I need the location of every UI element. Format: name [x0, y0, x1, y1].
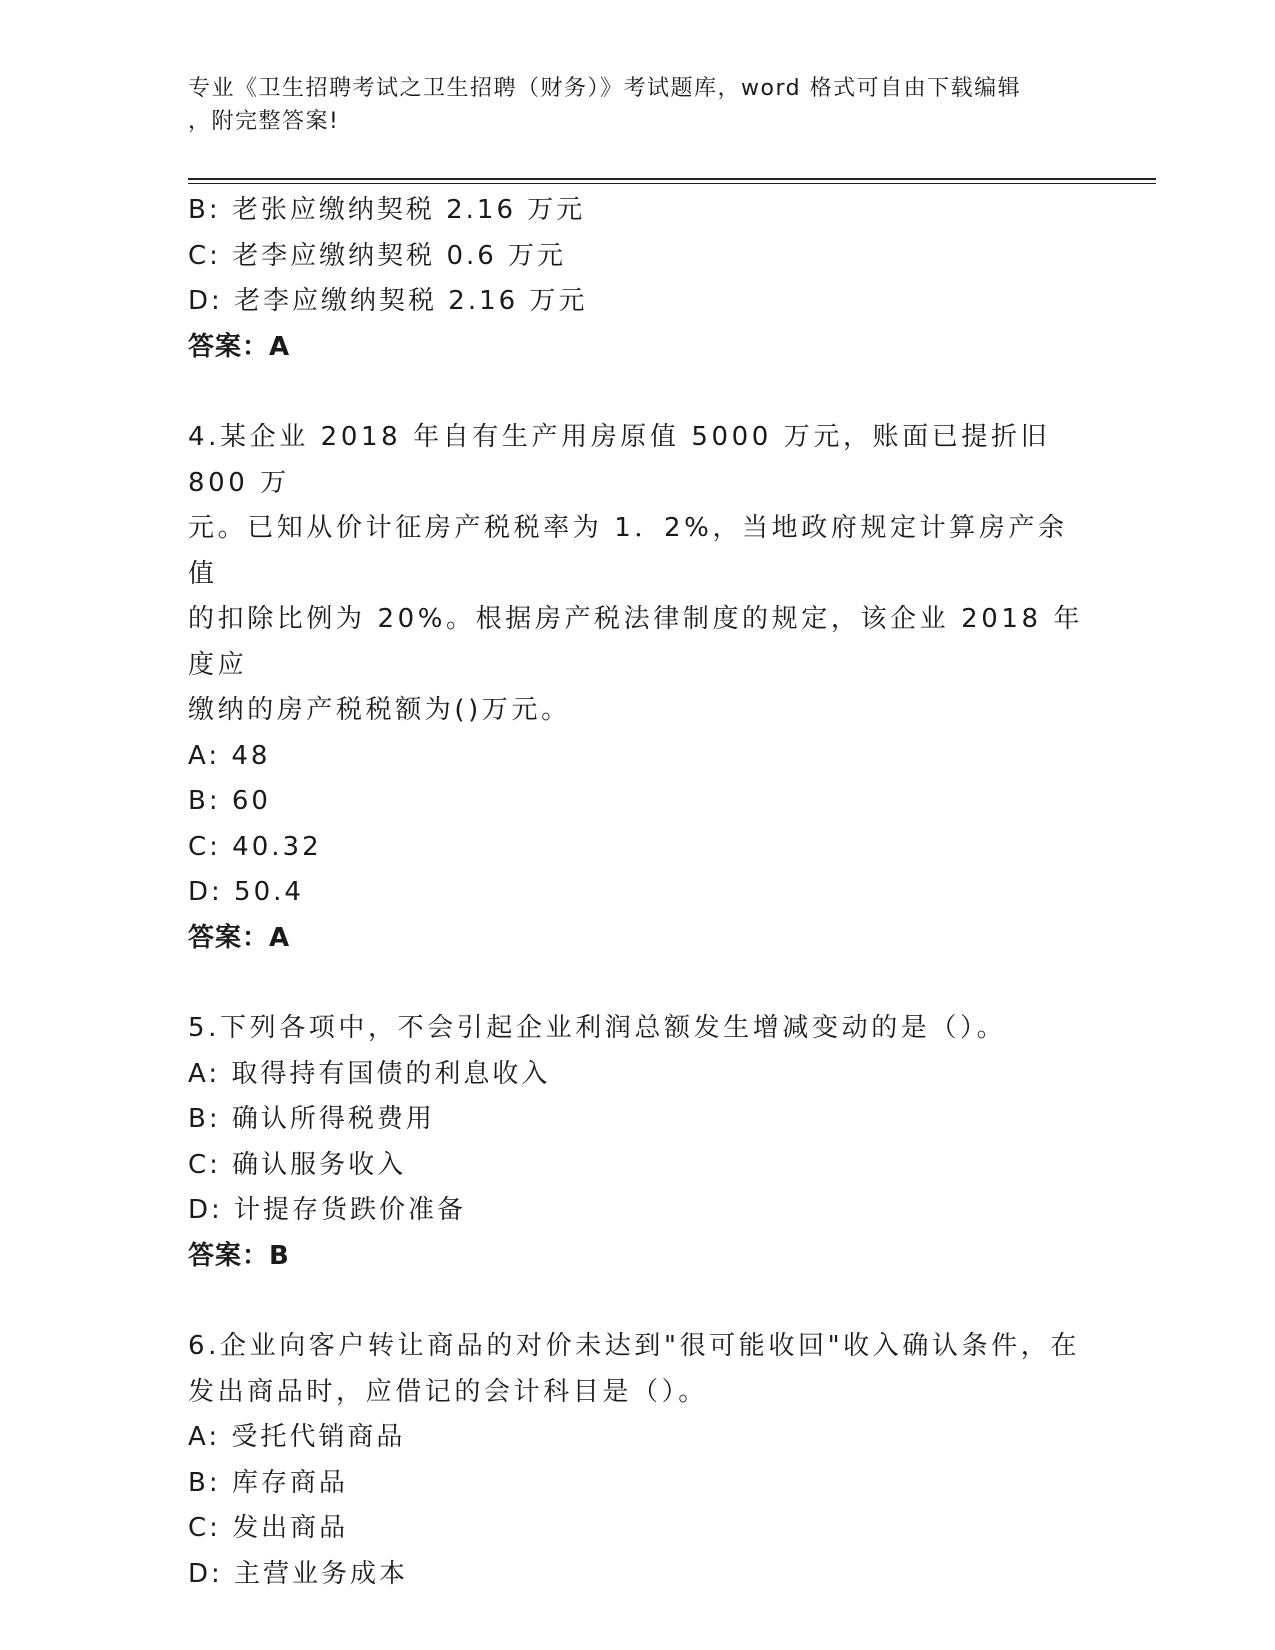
- header-line-1: 专业《卫生招聘考试之卫生招聘（财务）》考试题库，word 格式可自由下载编辑: [188, 76, 1022, 101]
- question-list: [188, 188, 1088, 1597]
- option-c: C: 发出商品: [188, 1513, 349, 1543]
- question-stem-line: 5.下列各项中，不会引起企业利润总额发生增减变动的是（）。: [188, 1013, 1007, 1043]
- option-a: A: 受托代销商品: [188, 1422, 406, 1452]
- option-d: D: 老李应缴纳契税 2.16 万元: [188, 286, 588, 316]
- option-d: D: 50.4: [188, 877, 304, 907]
- answer: 答案：A: [188, 922, 291, 953]
- option-c: C: 40.32: [188, 831, 322, 862]
- question-stem-line: 元。已知从价计征房产税税率为 1．2%，当地政府规定计算房产余值: [188, 513, 1068, 589]
- option-b: B: 确认所得税费用: [188, 1104, 435, 1134]
- option-a: A: 48: [188, 740, 271, 771]
- question-6: [188, 1324, 1088, 1597]
- header-divider-thick: [188, 178, 1156, 180]
- question-stem-line: 发出商品时，应借记的会计科目是（）。: [188, 1376, 708, 1407]
- document-header: [188, 72, 1068, 138]
- question-stem-line: 的扣除比例为 20%。根据房产税法律制度的规定，该企业 2018 年度应: [188, 604, 1084, 680]
- question-5: [188, 1006, 1088, 1279]
- header-divider-thin: [188, 183, 1156, 184]
- option-c: C: 老李应缴纳契税 0.6 万元: [188, 240, 567, 271]
- answer: 答案：A: [188, 331, 291, 362]
- option-c: C: 确认服务收入: [188, 1149, 407, 1180]
- question-4: [188, 415, 1088, 961]
- option-d: D: 主营业务成本: [188, 1558, 409, 1589]
- question-stem-line: 缴纳的房产税税额为()万元。: [188, 695, 571, 725]
- option-b: B: 库存商品: [188, 1467, 348, 1498]
- question-stem-line: 6.企业向客户转让商品的对价未达到"很可能收回"收入确认条件，在: [188, 1331, 1080, 1361]
- option-a: A: 取得持有国债的利息收入: [188, 1058, 551, 1089]
- option-d: D: 计提存货跌价准备: [188, 1195, 467, 1225]
- question-stem-line: 4.某企业 2018 年自有生产用房原值 5000 万元，账面已提折旧 800 万: [188, 422, 1051, 498]
- header-line-2: ，附完整答案!: [188, 109, 340, 134]
- question-3-tail: [188, 188, 1088, 370]
- option-b: B: 60: [188, 786, 271, 816]
- option-b: B: 老张应缴纳契税 2.16 万元: [188, 195, 586, 225]
- answer: 答案：B: [188, 1240, 290, 1271]
